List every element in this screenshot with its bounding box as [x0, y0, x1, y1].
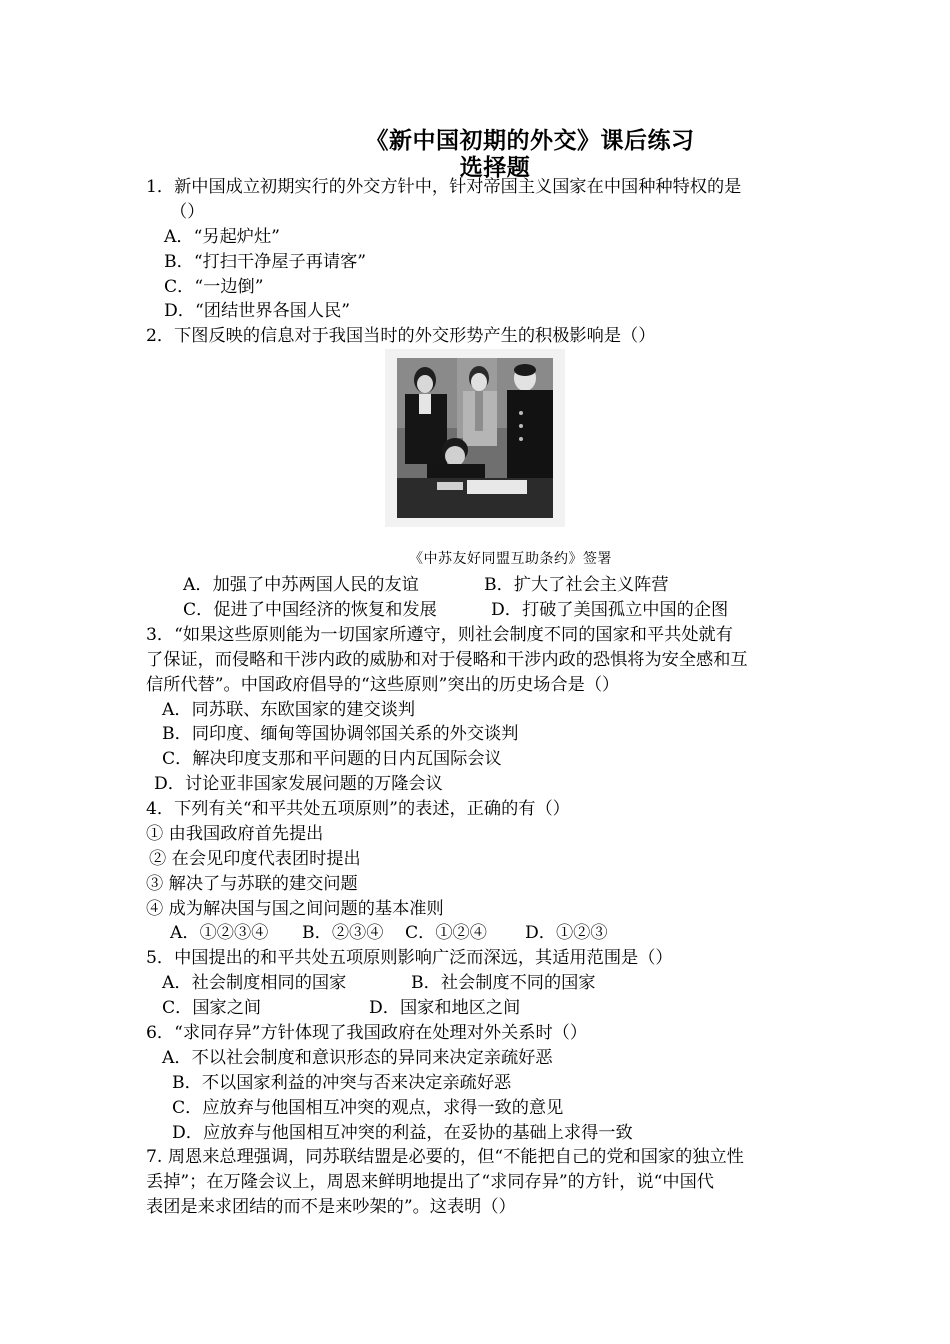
question-4-statement-4: ④ 成为解决国与国之间问题的基本准则 [146, 899, 444, 919]
question-1-stem: 1．新中国成立初期实行的外交方针中，针对帝国主义国家在中国种种特权的是 [146, 177, 742, 197]
question-2-option-b: B．扩大了社会主义阵营 [484, 575, 669, 595]
document-title: 《新中国初期的外交》课后练习 [365, 127, 695, 154]
question-3-stem-line-1: 3．“如果这些原则能为一切国家所遵守，则社会制度不同的国家和平共处就有 [146, 625, 733, 645]
question-3-stem-line-2: 了保证，而侵略和干涉内政的威胁和对于侵略和干涉内政的恐惧将为安全感和互 [146, 650, 748, 670]
question-4-option-a: A．①②③④ [170, 923, 269, 943]
question-6-option-b: B．不以国家利益的冲突与否来决定亲疏好恶 [172, 1073, 512, 1093]
question-7-stem-line-1: 7. 周恩来总理强调，同苏联结盟是必要的，但“不能把自己的党和国家的独立性 [146, 1147, 744, 1167]
question-1-option-a: A．“另起炉灶” [164, 227, 280, 247]
figure-caption: 《中苏友好同盟互助条约》签署 [409, 551, 612, 567]
question-2-stem: 2．下图反映的信息对于我国当时的外交形势产生的积极影响是（） [146, 326, 656, 346]
question-4-stem: 4．下列有关“和平共处五项原则”的表述，正确的有（） [146, 799, 570, 819]
question-6-option-c: C．应放弃与他国相互冲突的观点，求得一致的意见 [172, 1098, 564, 1118]
question-4-statement-3: ③ 解决了与苏联的建交问题 [146, 874, 358, 894]
treaty-signing-photo [397, 358, 553, 518]
question-5-option-c: C．国家之间 [162, 998, 262, 1018]
question-2-option-a: A．加强了中苏两国人民的友谊 [183, 575, 419, 595]
question-5-option-a: A．社会制度相同的国家 [162, 973, 347, 993]
question-5-stem: 5．中国提出的和平共处五项原则影响广泛而深远，其适用范围是（） [146, 948, 673, 968]
question-6-option-a: A．不以社会制度和意识形态的异同来决定亲疏好恶 [162, 1048, 553, 1068]
question-7-stem-line-3: 表团是来求团结的而不是来吵架的”。这表明（） [146, 1197, 516, 1217]
question-3-option-d: D．讨论亚非国家发展问题的万隆会议 [154, 774, 443, 794]
question-4-option-d: D．①②③ [525, 923, 608, 943]
question-3-option-c: C．解决印度支那和平问题的日内瓦国际会议 [162, 749, 502, 769]
question-1-blank: （） [170, 202, 205, 222]
question-2-option-d: D．打破了美国孤立中国的企图 [491, 600, 729, 620]
question-7-stem-line-2: 丢掉”；在万隆会议上，周恩来鲜明地提出了“求同存异”的方针，说“中国代 [146, 1172, 714, 1192]
question-3-stem-line-3: 信所代替”。中国政府倡导的“这些原则”突出的历史场合是（） [146, 675, 620, 695]
question-5-option-b: B．社会制度不同的国家 [411, 973, 596, 993]
question-3-option-b: B．同印度、缅甸等国协调邻国关系的外交谈判 [162, 724, 519, 744]
question-2-option-c: C．促进了中国经济的恢复和发展 [183, 600, 437, 620]
question-4-option-c: C．①②④ [405, 923, 487, 943]
question-1-option-d: D．“团结世界各国人民” [164, 301, 351, 321]
question-1-option-c: C．“一边倒” [164, 277, 264, 297]
question-4-statement-2: ② 在会见印度代表团时提出 [149, 849, 361, 869]
question-4-statement-1: ① 由我国政府首先提出 [146, 824, 324, 844]
question-6-stem: 6．“求同存异”方针体现了我国政府在处理对外关系时（） [146, 1023, 588, 1043]
question-3-option-a: A．同苏联、东欧国家的建交谈判 [162, 700, 416, 720]
question-1-option-b: B．“打扫干净屋子再请客” [164, 252, 367, 272]
question-4-option-b: B．②③④ [302, 923, 384, 943]
question-6-option-d: D．应放弃与他国相互冲突的利益，在妥协的基础上求得一致 [172, 1123, 633, 1143]
question-5-option-d: D．国家和地区之间 [369, 998, 521, 1018]
section-heading: 选择题 [459, 154, 531, 181]
